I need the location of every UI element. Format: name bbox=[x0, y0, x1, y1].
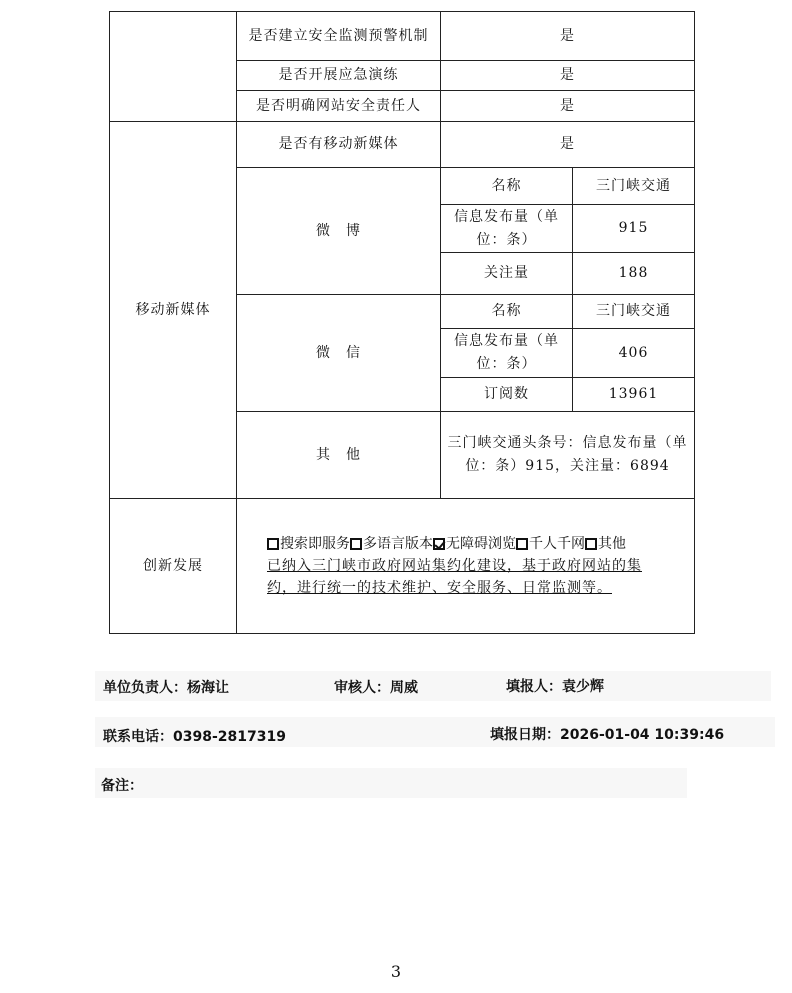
checkbox-icon[interactable] bbox=[516, 538, 528, 550]
security-row bbox=[110, 12, 695, 61]
innovation-section-label: 创新发展 bbox=[110, 499, 237, 634]
unit-head: 单位负责人：杨海让 bbox=[103, 680, 229, 696]
wechat-name-value: 三门峡交通 bbox=[573, 295, 695, 329]
security-value: 是 bbox=[441, 91, 695, 122]
wechat-subscribers-label: 订阅数 bbox=[441, 378, 573, 412]
remarks-label: 备注： bbox=[101, 778, 143, 794]
weibo-name-label: 名称 bbox=[441, 168, 573, 205]
option-other[interactable]: 其他 bbox=[585, 536, 626, 552]
security-label: 是否建立安全监测预警机制 bbox=[237, 12, 441, 61]
checkbox-checked-icon[interactable] bbox=[433, 538, 445, 550]
weibo-followers-value: 188 bbox=[573, 253, 695, 295]
weibo-followers-label: 关注量 bbox=[441, 253, 573, 295]
wechat-subscribers-value: 13961 bbox=[573, 378, 695, 412]
other-media-value: 三门峡交通头条号：信息发布量（单位：条）915，关注量：6894 bbox=[441, 412, 695, 499]
option-search-service[interactable]: 搜索即服务 bbox=[267, 536, 350, 552]
new-media-section-label: 移动新媒体 bbox=[110, 122, 237, 499]
weibo-name-value: 三门峡交通 bbox=[573, 168, 695, 205]
innovation-row bbox=[110, 499, 695, 634]
option-multilingual[interactable]: 多语言版本 bbox=[350, 536, 433, 552]
option-accessibility[interactable]: 无障碍浏览 bbox=[433, 536, 516, 552]
wechat-name-label: 名称 bbox=[441, 295, 573, 329]
checkbox-icon[interactable] bbox=[267, 538, 279, 550]
reporter: 填报人：袁少辉 bbox=[506, 679, 604, 695]
security-label: 是否开展应急演练 bbox=[237, 61, 441, 91]
option-personalized[interactable]: 千人千网 bbox=[516, 536, 585, 552]
other-media-label: 其 他 bbox=[237, 412, 441, 499]
report-table bbox=[109, 11, 695, 634]
security-label: 是否明确网站安全责任人 bbox=[237, 91, 441, 122]
wechat-posts-value: 406 bbox=[573, 329, 695, 378]
weibo-label: 微 博 bbox=[237, 168, 441, 295]
wechat-posts-label: 信息发布量（单位：条） bbox=[441, 329, 573, 378]
footer-row-remarks bbox=[95, 768, 687, 798]
wechat-label: 微 信 bbox=[237, 295, 441, 412]
new-media-row bbox=[110, 122, 695, 168]
footer-row-signatures bbox=[95, 671, 771, 701]
page-number: 3 bbox=[390, 962, 402, 981]
security-value: 是 bbox=[441, 12, 695, 61]
security-section-cell bbox=[110, 12, 237, 122]
innovation-options bbox=[267, 533, 670, 555]
checkbox-icon[interactable] bbox=[585, 538, 597, 550]
weibo-posts-value: 915 bbox=[573, 205, 695, 253]
report-date: 填报日期：2026-01-04 10:39:46 bbox=[490, 727, 725, 743]
has-new-media-value: 是 bbox=[441, 122, 695, 168]
innovation-content bbox=[237, 499, 695, 634]
reviewer: 审核人：周威 bbox=[334, 680, 418, 696]
security-value: 是 bbox=[441, 61, 695, 91]
innovation-note: 已纳入三门峡市政府网站集约化建设，基于政府网站的集约，进行统一的技术维护、安全服务、日常监测等。 bbox=[267, 558, 642, 596]
checkbox-icon[interactable] bbox=[350, 538, 362, 550]
phone: 联系电话：0398-2817319 bbox=[103, 729, 286, 745]
has-new-media-label: 是否有移动新媒体 bbox=[237, 122, 441, 168]
footer-row-contact bbox=[95, 717, 775, 747]
weibo-posts-label: 信息发布量（单位：条） bbox=[441, 205, 573, 253]
